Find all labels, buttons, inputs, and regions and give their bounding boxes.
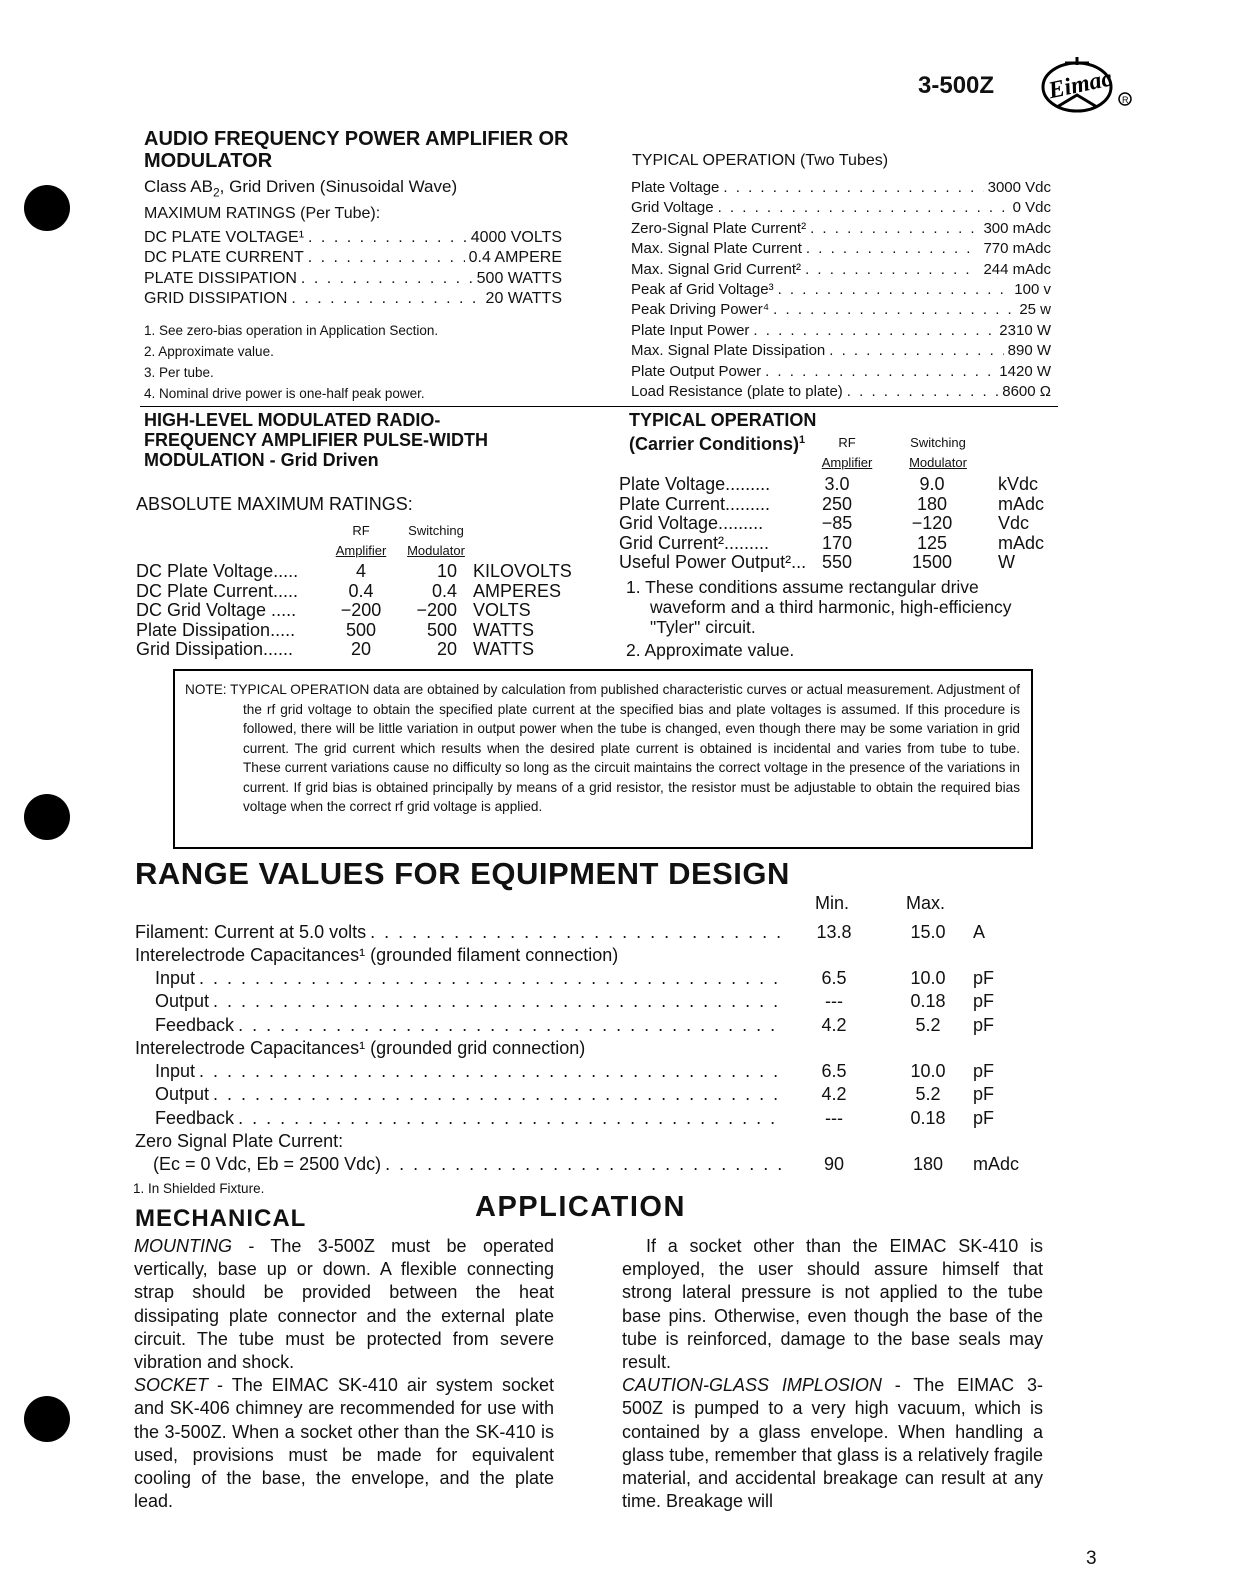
range-min-header: Min.: [815, 893, 850, 913]
range-row: [155, 1084, 785, 1105]
abs-row-label: Grid Dissipation......: [136, 639, 294, 660]
range-label: Feedback: [155, 1107, 235, 1128]
audio-footnotes: [144, 320, 438, 404]
abs-row-sw: −200: [416, 600, 457, 621]
binder-hole-middle: [24, 794, 70, 840]
dot-leader: [385, 1154, 781, 1175]
audio-class-line: Class $AB_2$, Grid Driven (Sinusoidal Wave): [144, 177, 458, 200]
rating-row: [144, 290, 562, 308]
typical-value: 890 W: [1007, 342, 1051, 360]
abs-row-sw: 500: [426, 619, 457, 640]
range-min: 90: [823, 1154, 845, 1174]
dot-leader: [213, 1084, 781, 1105]
range-unit: A: [973, 922, 986, 942]
section-divider: [140, 406, 1058, 407]
range-subheading: Zero Signal Plate Current:: [135, 1131, 344, 1151]
dot-leader: [773, 301, 1015, 318]
range-title: RANGE VALUES FOR EQUIPMENT DESIGN: [135, 856, 790, 891]
range-row: [155, 991, 785, 1012]
typical-value: 300 mAdc: [983, 219, 1051, 237]
abs-row-rf: 20: [350, 639, 372, 660]
typ-row-sw: 125: [916, 532, 948, 553]
typical-value: 25 w: [1019, 301, 1051, 319]
range-footnote: 1. In Shielded Fixture.: [133, 1181, 265, 1196]
range-min: 4.2: [821, 1014, 847, 1035]
rating-label: DC PLATE VOLTAGE¹: [144, 229, 305, 246]
typical-row: [631, 281, 1051, 298]
range-max: 15.0: [910, 922, 946, 942]
range-unit: pF: [973, 1084, 995, 1105]
socket-other-paragraph: If a socket other than the EIMAC SK-410 is employed, the user should assure himself that strong lateral pressure is not applied to the tube base pins. Otherwise, even though the base of the tube is reinforced, damage to the base seals may result.: [622, 1236, 1043, 1373]
dot-leader: [301, 270, 473, 288]
typ-row-label: Grid Voltage.........: [619, 513, 764, 534]
typ-row-label: Plate Current.........: [619, 493, 771, 514]
range-min: ---: [825, 1107, 843, 1128]
typ-row-unit: mAdc: [998, 532, 1045, 553]
audio-max-ratings-title: MAXIMUM RATINGS (Per Tube):: [144, 205, 381, 222]
range-max: 0.18: [910, 991, 946, 1012]
range-label: (Ec = 0 Vdc, Eb = 2500 Vdc): [153, 1154, 382, 1174]
eimac-logo-icon: [1035, 55, 1135, 119]
typ-row-unit: kVdc: [998, 474, 1039, 494]
audio-typical-title: TYPICAL OPERATION (Two Tubes): [632, 152, 889, 169]
binder-hole-top: [24, 185, 70, 231]
hlm-abs-title: ABSOLUTE MAXIMUM RATINGS:: [136, 494, 413, 514]
abs-row-label: DC Plate Current.....: [136, 580, 299, 601]
footnote: 2. Approximate value.: [144, 344, 274, 359]
abs-row-rf: 0.4: [348, 580, 374, 601]
typical-row: [631, 383, 1051, 400]
typical-label: Plate Input Power: [631, 321, 750, 339]
range-unit: pF: [973, 1061, 995, 1081]
range-subheading: Interelectrode Capacitances¹ (grounded filament connection): [135, 945, 619, 965]
typical-value: 770 mAdc: [983, 240, 1051, 258]
typ-row-label: Grid Current².........: [619, 532, 770, 553]
range-unit: mAdc: [973, 1154, 1020, 1174]
range-row: [135, 922, 785, 943]
audio-title: AUDIO FREQUENCY POWER AMPLIFIER OR MODULATOR: [144, 128, 569, 172]
dot-leader: [847, 383, 998, 400]
typical-label: Max. Signal Grid Current²: [631, 260, 802, 278]
mounting-paragraph: MOUNTING - The 3-500Z must be operated vertically, base up or down. A flexible connecting strap should be provided between the heat dissipating plate connector and the external plate circuit. The tube must be protected from severe vibration and shock.: [134, 1236, 554, 1373]
dot-leader: [238, 1015, 781, 1036]
rating-label: DC PLATE CURRENT: [144, 249, 304, 267]
typ-row-rf: 250: [821, 493, 853, 514]
typical-value: 100 v: [1014, 281, 1051, 298]
range-min: 4.2: [821, 1084, 847, 1105]
dot-leader: [370, 922, 781, 943]
svg-text:R: R: [1122, 95, 1129, 105]
dot-leader: [291, 290, 481, 308]
abs-row-label: DC Grid Voltage .....: [136, 600, 297, 621]
typ-row-rf: −85: [821, 513, 853, 534]
typ-row-sw: 180: [916, 493, 948, 514]
abs-row-unit: WATTS: [473, 619, 534, 640]
mechanical-right-column: [622, 1235, 1043, 1513]
dot-leader: [765, 363, 995, 380]
typ-row-sw: 9.0: [919, 474, 945, 494]
dot-leader: [199, 1061, 781, 1082]
footnote: 4. Nominal drive power is one-half peak power.: [144, 386, 425, 401]
mechanical-left-column: [134, 1235, 554, 1513]
typical-value: 244 mAdc: [983, 260, 1051, 278]
range-label: Output: [155, 991, 210, 1012]
abs-row-unit: AMPERES: [473, 580, 562, 601]
range-max: 5.2: [915, 1014, 941, 1035]
range-label: Input: [155, 1061, 196, 1081]
typ-row-label: Plate Voltage.........: [619, 474, 771, 494]
typ-row-sw: −120: [911, 513, 953, 534]
range-label: Feedback: [155, 1014, 235, 1035]
typ-row-unit: Vdc: [998, 513, 1030, 534]
socket-paragraph: SOCKET - The EIMAC SK-410 air system socket and SK-406 chimney are recommended for use with the 3-500Z. When a socket other than the SK-410 is used, provisions must be made for equivalent cooling of the base, the envelope, and the plate lead.: [134, 1375, 554, 1512]
typical-label: Peak Driving Power⁴: [631, 301, 770, 319]
range-unit: pF: [973, 991, 995, 1012]
typical-row: [631, 301, 1051, 318]
typ-row-rf: 550: [821, 552, 853, 573]
range-unit: pF: [973, 1107, 995, 1128]
abs-row-unit: WATTS: [473, 639, 534, 660]
hlm-typical-title: TYPICAL OPERATION (Carrier Conditions)$^1$: [629, 410, 817, 454]
range-row: [155, 1015, 785, 1036]
typical-row: [631, 363, 1051, 380]
range-row: [155, 968, 785, 989]
dot-leader: [829, 342, 1003, 359]
range-unit: pF: [973, 968, 995, 988]
rating-value: 0.4 AMPERE: [468, 249, 562, 267]
rating-value: 500 WATTS: [476, 269, 562, 287]
range-max: 10.0: [910, 968, 946, 988]
range-max: 10.0: [910, 1061, 946, 1081]
typical-label: Grid Voltage: [631, 199, 714, 217]
typ-note-1: 1. These conditions assume rectangular drive: [626, 577, 979, 597]
abs-row-sw: 0.4: [431, 580, 457, 601]
binder-hole-bottom: [24, 1396, 70, 1442]
dot-leader: [238, 1108, 781, 1129]
typ-col-rf-header: RF Amplifier: [821, 435, 873, 470]
range-row: [153, 1154, 785, 1175]
typ-col-sw-header: Switching Modulator: [909, 435, 967, 470]
abs-row-label: Plate Dissipation.....: [136, 619, 296, 640]
abs-row-unit: KILOVOLTS: [473, 561, 572, 581]
typical-label: Plate Voltage: [631, 179, 720, 196]
col-sw-header: Switching Modulator: [407, 523, 465, 558]
range-label: Input: [155, 968, 196, 988]
range-max: 180: [912, 1154, 944, 1174]
typ-note-1-cont: "Tyler" circuit.: [650, 617, 756, 637]
col-rf-header: RF Amplifier: [335, 523, 387, 558]
footnote: 3. Per tube.: [144, 365, 214, 380]
range-max: 0.18: [910, 1107, 946, 1128]
hlm-typ-notes: [626, 577, 1012, 660]
abs-row-rf: 500: [345, 619, 377, 640]
mechanical-title: MECHANICAL: [135, 1205, 307, 1232]
typ-row-rf: 3.0: [824, 474, 850, 494]
range-max: 5.2: [915, 1084, 941, 1105]
dot-leader: [308, 249, 465, 267]
svg-text:Eimac: Eimac: [1046, 65, 1115, 105]
typ-row-unit: W: [998, 552, 1015, 573]
page-number: 3: [1086, 1548, 1097, 1569]
typical-value: 2310 W: [999, 321, 1051, 339]
typ-row-sw: 1500: [911, 552, 953, 573]
application-title: APPLICATION: [475, 1191, 686, 1223]
dot-leader: [213, 991, 781, 1012]
typical-value: 3000 Vdc: [987, 179, 1051, 196]
model-number: 3-500Z: [918, 72, 995, 99]
rating-value: 20 WATTS: [485, 289, 562, 307]
range-min: 13.8: [816, 922, 852, 942]
typ-note-2: 2. Approximate value.: [626, 640, 795, 660]
typical-row: [631, 240, 1051, 257]
rating-value: 4000 VOLTS: [470, 229, 562, 246]
abs-row-sw: 10: [436, 561, 457, 581]
typical-value: 0 Vdc: [1012, 199, 1051, 217]
typical-value: 1420 W: [999, 362, 1051, 380]
range-min: 6.5: [821, 1061, 847, 1081]
dot-leader: [723, 179, 983, 196]
typical-label: Peak af Grid Voltage³: [631, 281, 774, 298]
typical-label: Max. Signal Plate Current: [631, 240, 802, 258]
dot-leader: [753, 322, 995, 339]
typ-row-unit: mAdc: [998, 493, 1045, 514]
range-subheading: Interelectrode Capacitances¹ (grounded grid connection): [135, 1038, 586, 1058]
range-label: Filament: Current at 5.0 volts: [135, 922, 367, 942]
typical-row: [631, 261, 1051, 278]
dot-leader: [805, 261, 979, 278]
range-row: [155, 1108, 785, 1129]
typ-row-label: Useful Power Output²...: [619, 552, 807, 573]
typical-row: [631, 199, 1051, 216]
rating-row: [144, 229, 562, 247]
range-unit: pF: [973, 1014, 995, 1035]
abs-row-unit: VOLTS: [473, 600, 531, 621]
abs-row-rf: 4: [355, 561, 366, 581]
range-label: Output: [155, 1084, 210, 1105]
typical-label: Plate Output Power: [631, 362, 762, 380]
typical-label: Load Resistance (plate to plate): [631, 383, 843, 400]
dot-leader: [778, 281, 1011, 298]
typical-row: [631, 322, 1051, 339]
rating-row: [144, 270, 562, 288]
typical-row: [631, 220, 1051, 237]
range-max-header: Max.: [906, 893, 946, 913]
range-row: [155, 1061, 785, 1082]
typ-row-rf: 170: [821, 532, 853, 553]
note-text: NOTE: TYPICAL OPERATION data are obtained by calculation from published characteristic curves or actual measurement. Adjustment of the rf grid voltage to obtain the specified plate current at the specified bias and plate voltages is assumed. If this procedure is followed, there will be little variation in output power when the tube is changed, even though there may be some variation in grid current. The grid current which results when the desired plate current is obtained is incidental and varies from tube to tube. These current variations cause no difficulty so long as the circuit maintains the correct voltage in the presence of the variations in current. If grid bias is obtained principally by means of a grid resistor, the resistor must be adjustable to obtain the required bias voltage when the correct rf grid voltage is applied.: [185, 682, 1020, 814]
abs-row-sw: 20: [436, 639, 457, 660]
dot-leader: [810, 220, 979, 237]
typical-label: Zero-Signal Plate Current²: [631, 219, 807, 237]
rating-row: [144, 249, 562, 267]
range-min: ---: [825, 991, 843, 1012]
hlm-title: HIGH-LEVEL MODULATED RADIO- FREQUENCY AMPLIFIER PULSE-WIDTH MODULATION - Grid Driven: [144, 410, 489, 470]
typical-row: [631, 179, 1051, 196]
dot-leader: [718, 199, 1009, 216]
typical-label: Max. Signal Plate Dissipation: [631, 342, 826, 360]
rating-label: PLATE DISSIPATION: [144, 269, 297, 287]
typical-value: 8600 Ω: [1002, 383, 1051, 400]
dot-leader: [806, 240, 980, 257]
typ-note-1-cont: waveform and a third harmonic, high-efficiency: [650, 597, 1012, 617]
dot-leader: [308, 229, 467, 247]
rating-label: GRID DISSIPATION: [144, 289, 288, 307]
abs-row-rf: −200: [340, 600, 382, 621]
abs-row-label: DC Plate Voltage.....: [136, 561, 299, 581]
dot-leader: [199, 968, 781, 989]
typical-row: [631, 342, 1051, 359]
footnote: 1. See zero-bias operation in Application Section.: [144, 323, 439, 338]
range-min: 6.5: [821, 968, 847, 988]
caution-paragraph: CAUTION-GLASS IMPLOSION - The EIMAC 3-500Z is pumped to a very high vacuum, which is contained by a glass envelope. When handling a glass tube, remember that glass is a relatively fragile material, and accidental breakage can result at any time. Breakage will: [622, 1375, 1044, 1512]
